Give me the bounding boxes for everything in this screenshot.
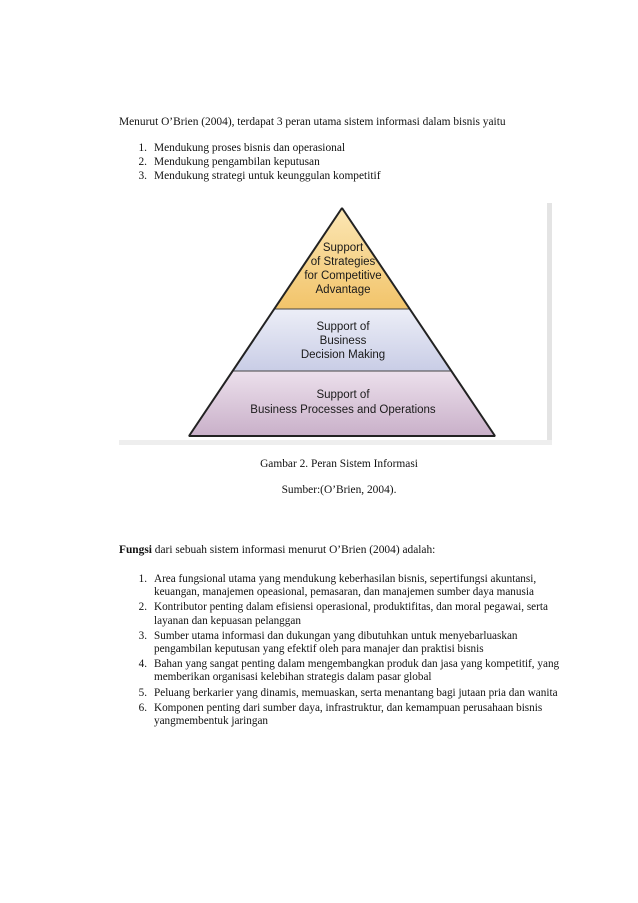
middle-label-line: Support of [316, 321, 370, 333]
list-number: 2. [138, 156, 147, 168]
list-item [119, 702, 569, 728]
fungsi-bold: Fungsi [119, 544, 152, 556]
fungsi-paragraph [119, 544, 435, 556]
list-number: 1. [138, 142, 147, 154]
list-item-text: Kontributor penting dalam efisiensi operasional, produktifitas, dan moral pegawai, serta layanan dan kepuasan pelanggan [154, 601, 548, 627]
bottom-label-line: Business Processes and Operations [250, 404, 436, 416]
list-item [119, 141, 559, 155]
list-item-text: Area fungsional utama yang mendukung keberhasilan bisnis, sepertifungsi akuntansi, keuangan, manajemen opeasional, pemasaran, dan manajemen sumber daya manusia [154, 573, 537, 599]
list-item [119, 155, 559, 169]
list-item [119, 169, 559, 183]
list-number: 6. [138, 701, 147, 714]
top-label-line: Advantage [315, 284, 371, 296]
list-number: 3. [138, 629, 147, 642]
functions-list [119, 573, 569, 730]
top-label-line: for Competitive [304, 270, 382, 282]
list-number: 4. [138, 658, 147, 671]
top-label-line: Support [322, 242, 364, 254]
list-item-text: Sumber utama informasi dan dukungan yang dibutuhkan untuk menyebarluaskan pengambilan keputusan yang efektif oleh para manajer dan praktisi bisnis [154, 629, 518, 656]
list-item [119, 573, 569, 599]
fungsi-rest: dari sebuah sistem informasi menurut O’Brien (2004) adalah: [151, 544, 436, 556]
list-item-text: Mendukung proses bisnis dan operasional [154, 142, 346, 154]
list-number: 5. [138, 686, 147, 699]
figure-caption: Gambar 2. Peran Sistem Informasi [260, 458, 418, 470]
list-item [119, 601, 569, 627]
list-number: 1. [138, 573, 147, 585]
list-number: 3. [138, 170, 147, 182]
pyramid-diagram [119, 203, 552, 445]
roles-list [119, 141, 559, 183]
list-item [119, 687, 569, 700]
list-item [119, 630, 569, 656]
figure-source: Sumber:(O’Brien, 2004). [281, 484, 397, 496]
list-item [119, 658, 569, 684]
middle-label-line: Business [319, 335, 367, 347]
list-item-text: Bahan yang sangat penting dalam mengembangkan produk dan jasa yang kompetitif, yang memberikan organisasi kelebihan strategis dalam pasar global [154, 658, 560, 684]
middle-label-line: Decision Making [300, 349, 386, 361]
top-label-line: of Strategies [310, 256, 376, 268]
list-number: 2. [138, 601, 147, 614]
list-item-text: Komponen penting dari sumber daya, infrastruktur, dan kemampuan perusahaan bisnis yangmembentuk jaringan [154, 701, 543, 728]
list-item-text: Peluang berkarier yang dinamis, memuaskan, serta menantang bagi jutaan pria dan wanita [154, 686, 558, 699]
intro-paragraph: Menurut O’Brien (2004), terdapat 3 peran utama sistem informasi dalam bisnis yaitu [119, 116, 506, 128]
pyramid-figure [119, 203, 552, 445]
bottom-label-line: Support of [316, 389, 370, 401]
list-item-text: Mendukung strategi untuk keunggulan kompetitif [154, 170, 381, 182]
list-item-text: Mendukung pengambilan keputusan [154, 156, 320, 168]
